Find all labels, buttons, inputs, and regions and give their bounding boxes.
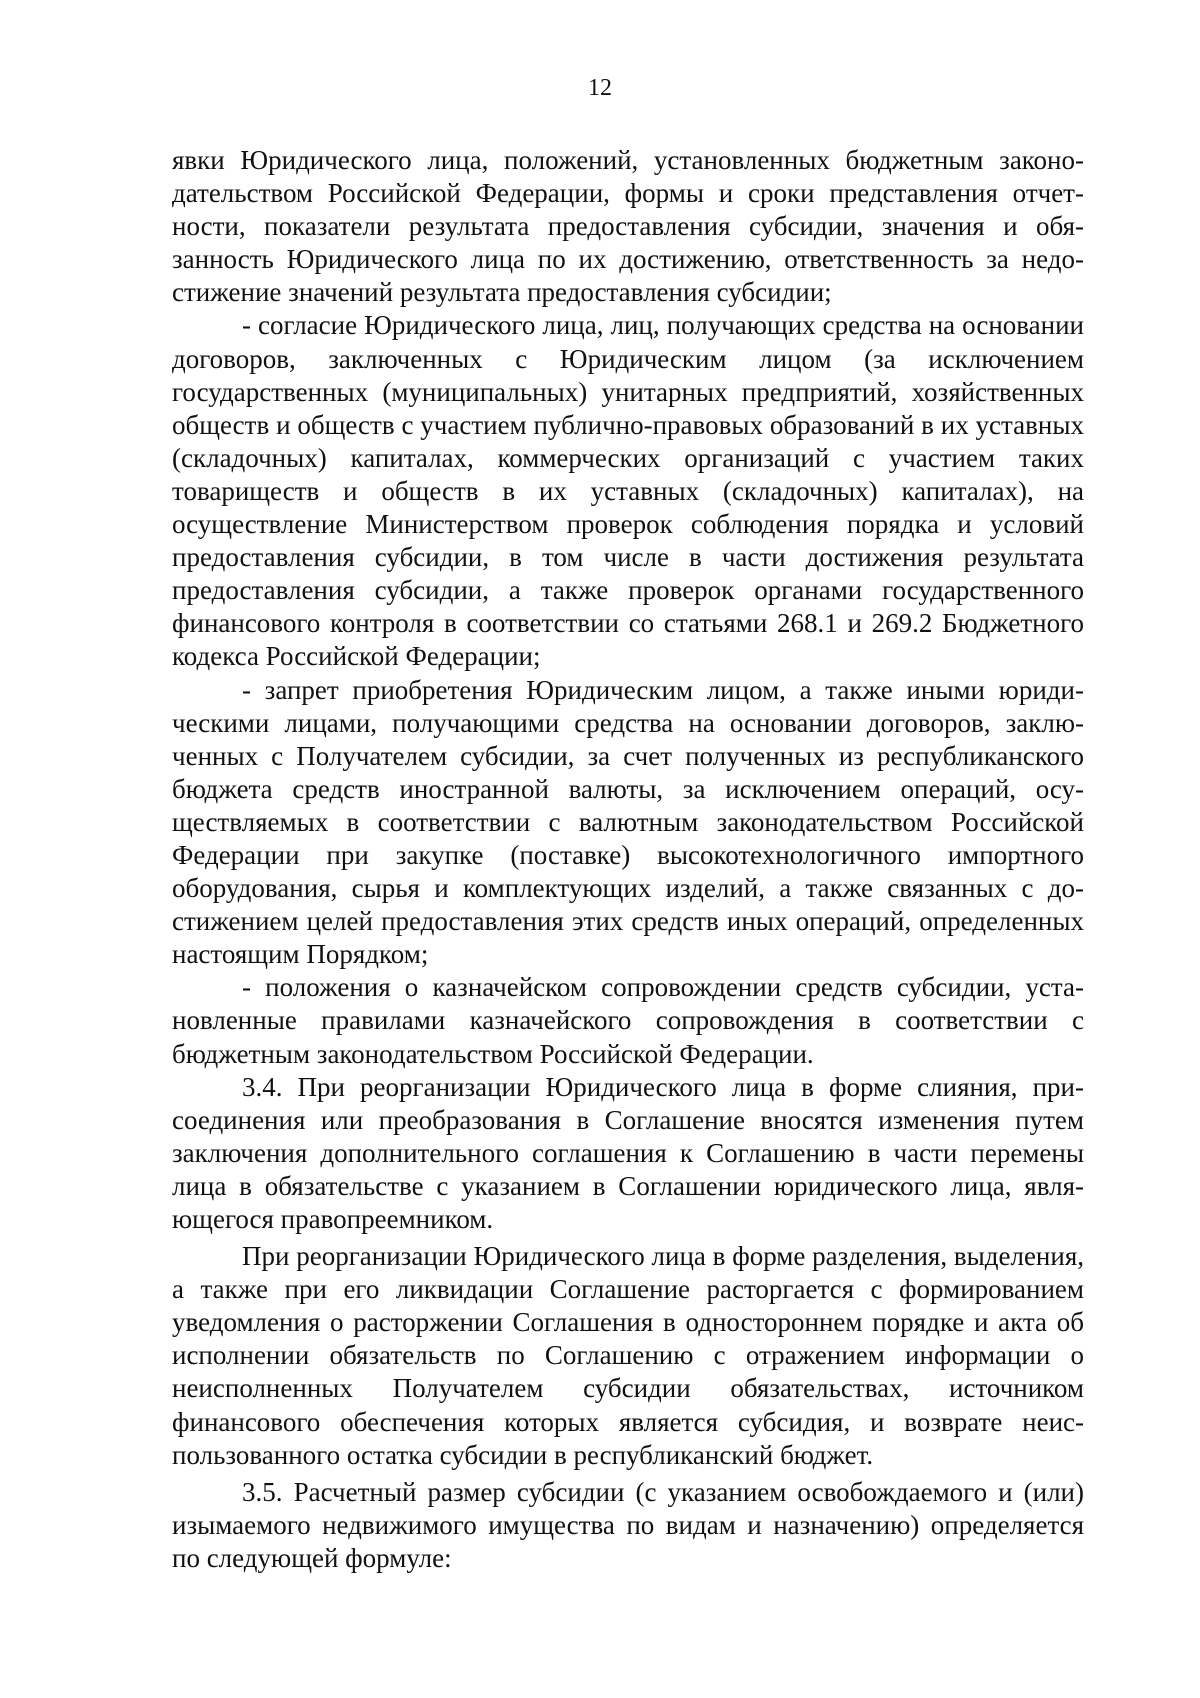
paragraph-continuation: явки Юридического лица, положений, установленных бюджетным законодательством Российской Федерации, формы и сроки представления отчетности, показатели результата предоставления субсидии, значения и обязанность Юридического лица по их достижению, ответственность за недостижение значений результата предоставления субсидии;: [172, 145, 1084, 308]
paragraph-reorganization: При реорганизации Юридического лица в форме разделения, выделения, а также при его ликвидации Соглашение расторгается с формированием уведомления о расторжении Соглашения в одностороннем порядке и акта об исполнении обязательств по Соглашению с отражением информации о неисполненных Получателем субсидии обязательствах, источником финансового обеспечения которых является субсидия, и возврате неиспользованного остатка субсидии в республиканский бюджет.: [172, 1241, 1084, 1470]
page-number: 12: [588, 75, 612, 101]
paragraph-3-5: 3.5. Расчетный размер субсидии (с указанием освобождаемого и (или) изымаемого недвижимого имущества по видам и назначению) определяется по следующей формуле:: [172, 1476, 1084, 1573]
paragraph-treasury-support: - положения о казначейском сопровождении средств субсидии, установленные правилами казначейского сопровождения в соответствии с бюджетным законодательством Российской Федерации.: [172, 972, 1084, 1069]
paragraph-consent: - согласие Юридического лица, лиц, получающих средства на основании договоров, заключенных с Юридическим лицом (за исключением государственных (муниципальных) унитарных предприятий, хозяйственных обществ и обществ с участием публично-правовых образований в их уставных (складочных) капиталах, коммерческих организаций с участием таких товариществ и обществ в их уставных (складочных) капиталах), на осуществление Министерством проверок соблюдения порядка и условий предоставления субсидии, в том числе в части достижения результата предоставления субсидии, а также проверок органами государственного финансового контроля в соответствии со статьями 268.1 и 269.2 Бюджетного кодекса Российской Федерации;: [172, 310, 1084, 672]
body-text: [172, 144, 1084, 1575]
paragraph-prohibition: - запрет приобретения Юридическим лицом, а также иными юридическими лицами, получающими средства на основании договоров, заключенных с Получателем субсидии, за счет полученных из республиканского бюджета средств иностранной валюты, за исключением операций, осуществляемых в соответствии с валютным законодательством Российской Федерации при закупке (поставке) высокотехнологичного импортного оборудования, сырья и комплектующих изделий, а также связанных с достижением целей предоставления этих средств иных операций, определенных настоящим Порядком;: [172, 674, 1084, 970]
paragraph-3-4: 3.4. При реорганизации Юридического лица в форме слияния, присоединения или преобразования в Соглашение вносятся изменения путем заключения дополнительного соглашения к Соглашению в части перемены лица в обязательстве с указанием в Соглашении юридического лица, являющегося правопреемником.: [172, 1071, 1084, 1234]
